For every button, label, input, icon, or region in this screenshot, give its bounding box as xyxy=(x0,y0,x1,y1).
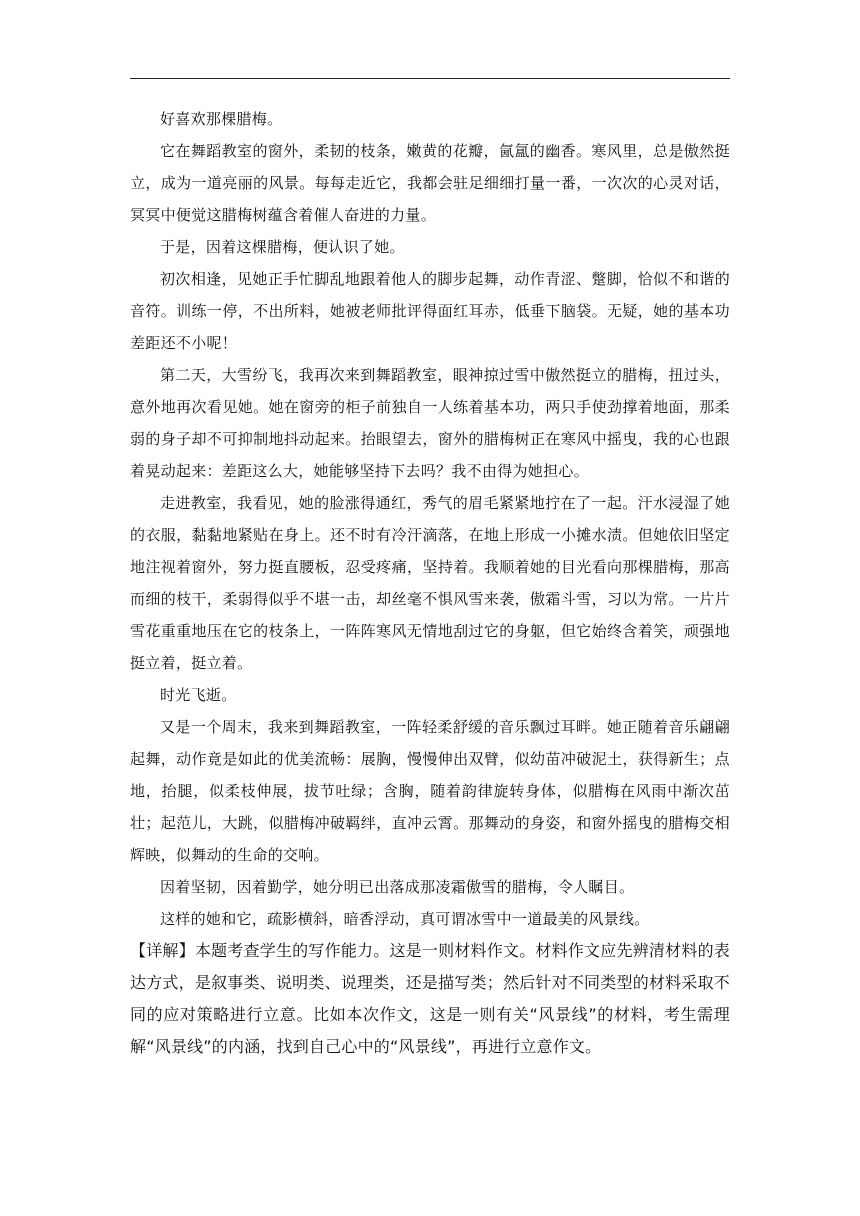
essay-paragraph: 好喜欢那棵腊梅。 xyxy=(160,110,283,128)
essay-paragraph: 第二天，大雪纷飞，我再次来到舞蹈教室，眼神掠过雪中傲然挺立的腊梅，扭过头，意外地再次看见她。她在窗旁的柜子前独自一人练着基本功，两只手使劲撑着地面，那柔弱的身子却不可抑制地抖动起来。抬眼望去，窗外的腊梅树正在寒风中摇曳，我的心也跟着晃动起来：差距这么大，她能够坚持下去吗？我不由得为她担心。 xyxy=(130,366,730,480)
essay-paragraph: 因着坚韧，因着勤学，她分明已出落成那凌霜傲雪的腊梅，令人瞩目。 xyxy=(160,878,635,896)
document-body xyxy=(130,103,730,1063)
essay-paragraph: 初次相逢，见她正手忙脚乱地跟着他人的脚步起舞，动作青涩、蹩脚，恰似不和谐的音符。训练一停，不出所料，她被老师批评得面红耳赤，低垂下脑袋。无疑，她的基本功差距还不小呢！ xyxy=(130,270,730,352)
analysis-text: 本题考查学生的写作能力。这是一则材料作文。材料作文应先辨清材料的表达方式，是叙事类、说明类、说理类，还是描写类；然后针对不同类型的材料采取不同的应对策略进行立意。比如本次作文，这是一则有关“风景线”的材料，考生需理解“风景线”的内涵，找到自己心中的“风景线”，再进行立意作文。 xyxy=(130,941,730,1056)
essay-paragraph: 于是，因着这棵腊梅，便认识了她。 xyxy=(160,238,405,256)
header-rule xyxy=(130,78,730,79)
essay-paragraph: 又是一个周末，我来到舞蹈教室，一阵轻柔舒缓的音乐飘过耳畔。她正随着音乐翩翩起舞，动作竟是如此的优美流畅：展胸，慢慢伸出双臂，似幼苗冲破泥土，获得新生；点地，抬腿，似柔枝伸展，拔节吐绿；含胸，随着韵律旋转身体，似腊梅在风雨中渐次茁壮；起范儿，大跳，似腊梅冲破羁绊，直冲云霄。那舞动的身姿，和窗外摇曳的腊梅交相辉映，似舞动的生命的交响。 xyxy=(130,718,730,864)
essay-paragraph: 这样的她和它，疏影横斜，暗香浮动，真可谓冰雪中一道最美的风景线。 xyxy=(160,910,650,928)
essay-paragraph: 走进教室，我看见，她的脸涨得通红，秀气的眉毛紧紧地拧在了一起。汗水浸湿了她的衣服，黏黏地紧贴在身上。还不时有冷汗滴落，在地上形成一小摊水渍。但她依旧坚定地注视着窗外，努力挺直腰板，忍受疼痛，坚持着。我顺着她的目光看向那棵腊梅，那高而细的枝干，柔弱得似乎不堪一击，却丝毫不惧风雪来袭，傲霜斗雪，习以为常。一片片雪花重重地压在它的枝条上，一阵阵寒风无情地刮过它的身躯，但它始终含着笑，顽强地挺立着，挺立着。 xyxy=(130,494,730,672)
essay-paragraph: 它在舞蹈教室的窗外，柔韧的枝条，嫩黄的花瓣，氤氲的幽香。寒风里，总是傲然挺立，成为一道亮丽的风景。每每走近它，我都会驻足细细打量一番，一次次的心灵对话，冥冥中便觉这腊梅树蕴含着催人奋进的力量。 xyxy=(130,142,730,224)
analysis-tag: 【详解】 xyxy=(130,941,195,960)
analysis-paragraph xyxy=(130,935,730,1063)
essay-paragraph: 时光飞逝。 xyxy=(160,686,237,704)
